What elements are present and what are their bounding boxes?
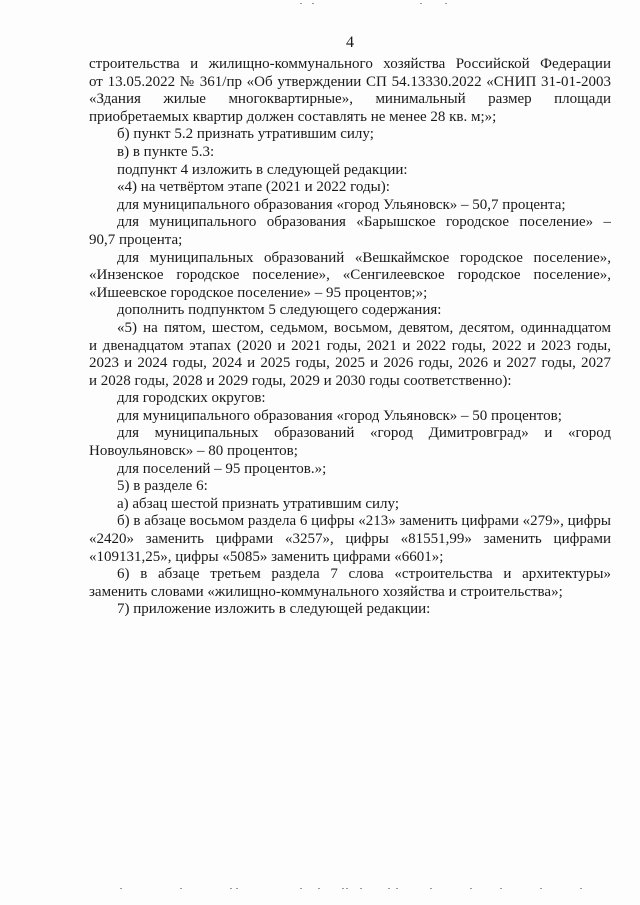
- text-line: для муниципального образования «город Ульяновск» – 50,7 процента;: [117, 196, 566, 213]
- scan-noise-bottom: [0, 888, 640, 892]
- text-line: «5) на пятом, шестом, седьмом, восьмом, девятом, десятом, одиннадцатом: [117, 319, 611, 336]
- text-line: 7) приложение изложить в следующей редакции:: [117, 601, 431, 618]
- text-line: заменить словами «жилищно-коммунального хозяйства и строительства»;: [89, 583, 563, 600]
- text-line: в) в пункте 5.3:: [117, 143, 215, 160]
- text-line: для муниципального образования «Барышское городское поселение» –: [117, 214, 611, 231]
- text-line: от 13.05.2022 № 361/пр «Об утверждении СП 54.13330.2022 «СНИП 31-01-2003: [89, 73, 611, 90]
- text-line: приобретаемых квартир должен составлять не менее 28 кв. м;»;: [89, 108, 497, 125]
- text-line: «Здания жилые многоквартирные», минимальный размер площади: [89, 91, 611, 108]
- text-line: Новоульяновск» – 80 процентов;: [89, 443, 298, 460]
- text-line: «2420» заменить цифрами «3257», цифры «81551,99» заменить цифрами: [89, 531, 611, 548]
- text-line: а) абзац шестой признать утратившим силу;: [117, 495, 399, 512]
- page-number: 4: [346, 34, 354, 51]
- text-line: строительства и жилищно-коммунального хозяйства Российской Федерации: [89, 56, 611, 72]
- text-line: для муниципального образования «город Ульяновск» – 50 процентов;: [117, 407, 562, 424]
- text-line: б) в абзаце восьмом раздела 6 цифры «213» заменить цифрами «279», цифры: [117, 513, 611, 530]
- text-line: б) пункт 5.2 признать утратившим силу;: [117, 126, 374, 143]
- text-line: подпункт 4 изложить в следующей редакции:: [117, 161, 408, 178]
- text-line: для муниципальных образований «Вешкаймское городское поселение»,: [117, 249, 611, 266]
- text-line: для муниципальных образований «город Димитровград» и «город: [117, 425, 611, 442]
- text-line: 5) в разделе 6:: [117, 478, 208, 495]
- text-line: «4) на четвёртом этапе (2021 и 2022 годы):: [117, 179, 390, 196]
- text-line: 2023 и 2024 годы, 2024 и 2025 годы, 2025 и 2026 годы, 2026 и 2027 годы, 2027: [89, 355, 611, 372]
- text-line: и двенадцатом этапах (2020 и 2021 годы, 2021 и 2022 годы, 2022 и 2023 годы,: [89, 337, 611, 354]
- scan-noise-top: [0, 3, 640, 7]
- text-line: «Ишеевское городское поселение» – 95 процентов;»;: [89, 284, 428, 301]
- document-body: [89, 56, 611, 619]
- text-line: 90,7 процента;: [89, 231, 183, 248]
- text-line: для городских округов:: [117, 390, 266, 407]
- text-line: дополнить подпунктом 5 следующего содержания:: [117, 302, 442, 319]
- text-line: «109131,25», цифры «5085» заменить цифрами «6601»;: [89, 548, 444, 565]
- text-line: и 2028 годы, 2028 и 2029 годы, 2029 и 2030 годы соответственно):: [89, 372, 512, 389]
- text-line: 6) в абзаце третьем раздела 7 слова «строительства и архитектуры»: [117, 566, 611, 583]
- text-line: «Инзенское городское поселение», «Сенгилеевское городское поселение»,: [89, 267, 611, 284]
- text-line: для поселений – 95 процентов.»;: [117, 460, 327, 477]
